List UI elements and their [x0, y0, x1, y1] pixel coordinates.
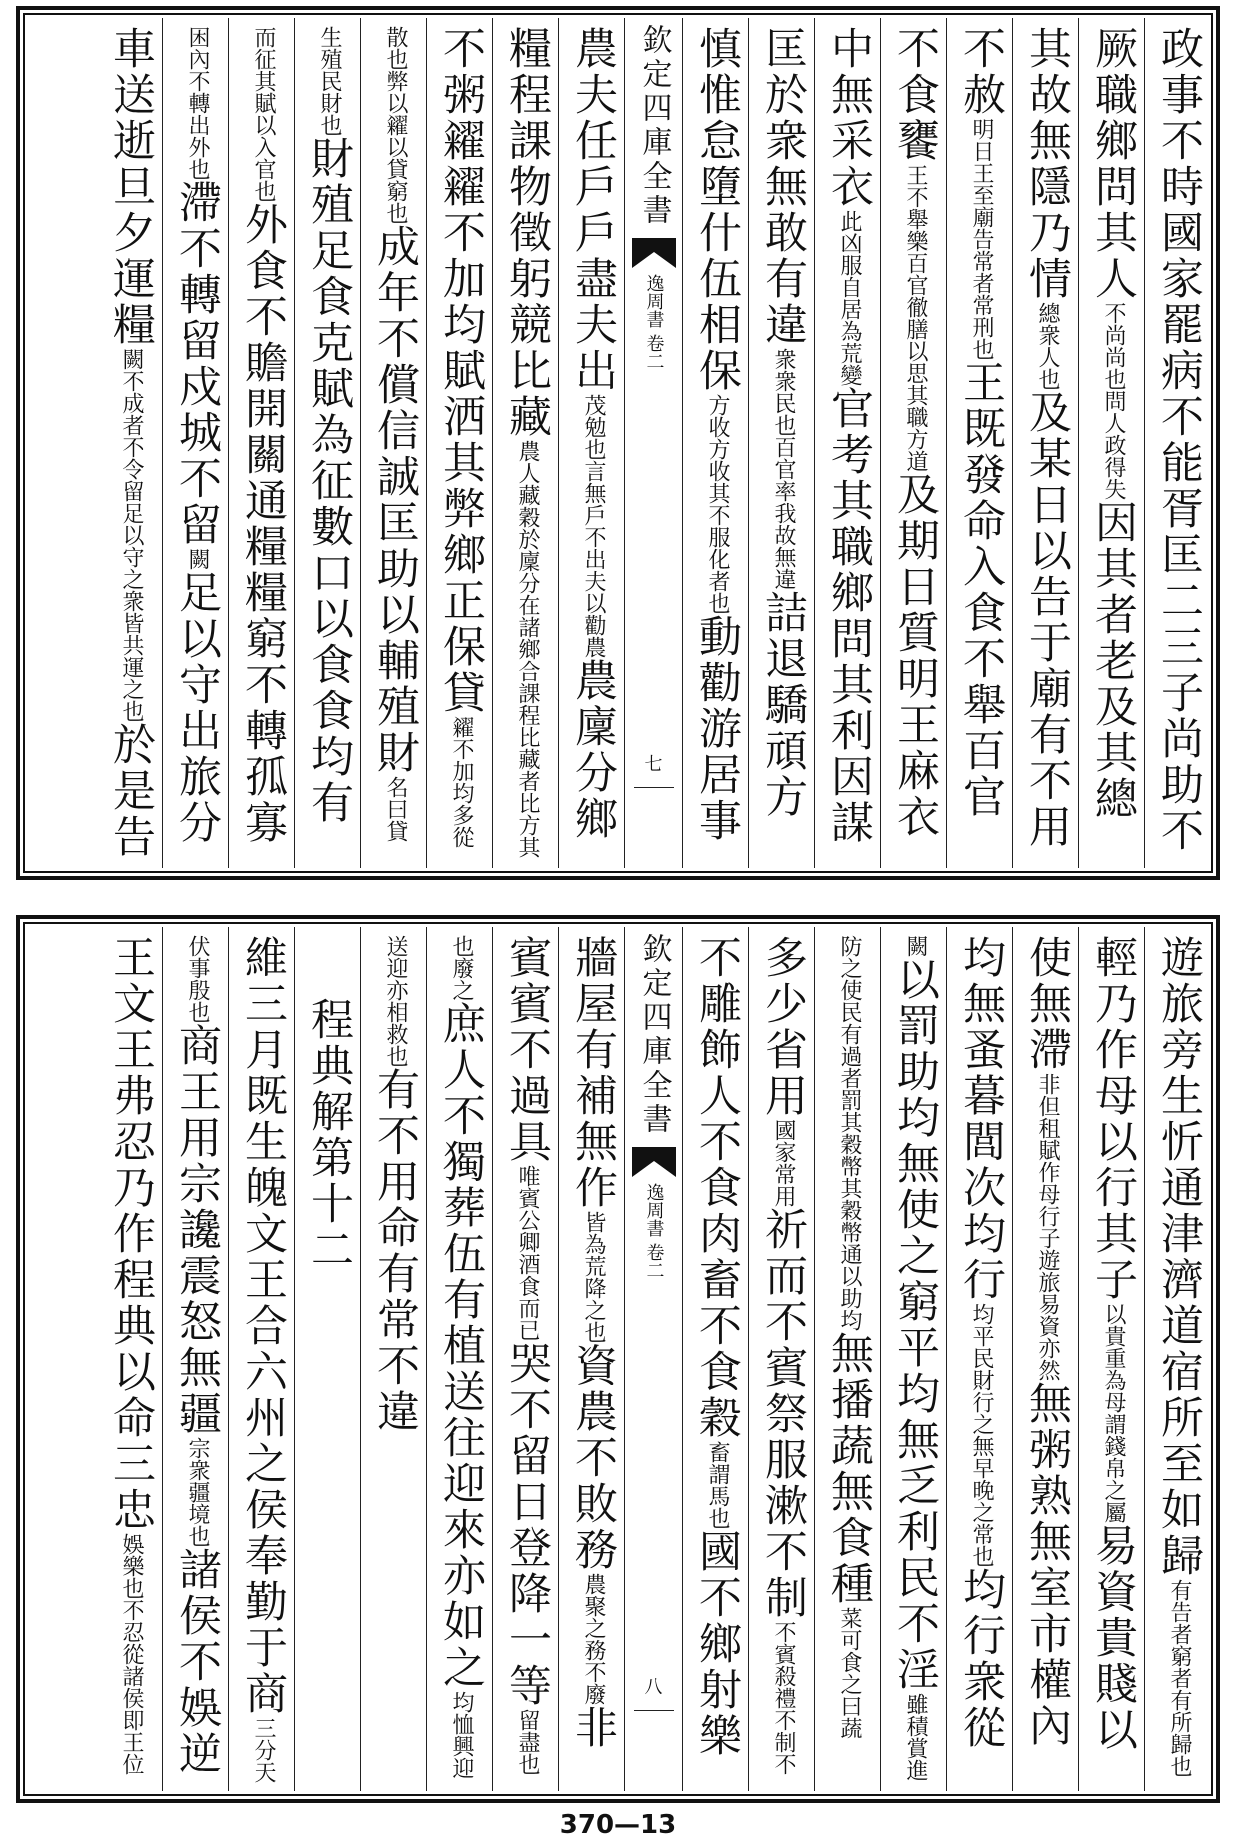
center-fold	[624, 927, 682, 1791]
text-column: 厥職鄉問其人不尚尚也問人政得失因其者老及其總	[1078, 18, 1144, 868]
commentary-note: 明日王至廟告常者常刑也	[969, 118, 994, 360]
text-column: 生殖民財也財殖足食克賦為征數口以食食均有	[294, 18, 360, 868]
commentary-note: 而征其賦以入官也	[251, 26, 276, 202]
commentary-note: 三分天	[251, 1717, 276, 1783]
fish-tail-mark-icon	[632, 238, 676, 268]
leaf-number: 八	[644, 1677, 663, 1698]
commentary-note: 留盡也	[515, 1709, 540, 1775]
commentary-note: 生殖民財也	[317, 26, 342, 136]
commentary-note: 衆衆民也百官率我故無違	[771, 348, 796, 590]
commentary-note: 方收方收其不服化者也	[705, 394, 730, 614]
commentary-note: 送迎亦相救也	[383, 935, 408, 1067]
text-column: 匡於衆無敢有違衆衆民也百官率我故無違詰退驕頑方	[748, 18, 814, 868]
commentary-note: 畜謂馬也	[705, 1441, 730, 1529]
commentary-note: 散也弊以糴以貸窮也	[383, 26, 408, 224]
lacuna-mark: 闕	[903, 935, 928, 957]
text-column: 中無采衣此凶服自居為荒變官考其職鄉問其利因謀	[814, 18, 880, 868]
text-column: 其故無隱乃情總衆人也及某日以告于廟有不用	[1012, 18, 1078, 868]
commentary-note: 伏事殷也	[185, 935, 210, 1023]
commentary-note: 不尚尚也問人政得失	[1101, 302, 1126, 500]
text-column: 賓賓不過具唯賓公卿酒食而已哭不留日登降一等留盡也	[492, 927, 558, 1791]
text-column: 維三月既生魄文王合六州之侯奉勤于商三分天	[228, 927, 294, 1791]
commentary-note: 皆為荒降之也	[581, 1211, 606, 1343]
book-title: 逸周書	[643, 274, 665, 328]
text-column: 也廢之庶人不獨葬伍有植送往迎來亦如之均恤興迎	[426, 927, 492, 1791]
text-column: 車送逝旦夕運糧闕不成者不令留足以守之衆皆共運之也於是告	[106, 26, 156, 860]
book-title: 逸周書	[643, 1183, 665, 1237]
leaf-number: 七	[644, 754, 663, 775]
page-number: 370—13	[559, 1810, 677, 1840]
divider	[634, 1710, 674, 1711]
commentary-note: 茂勉也言無戶不出夫以勸農	[581, 394, 606, 658]
text-column: 政事不時國家罷病不能胥匡二三子尚助不	[1144, 18, 1210, 868]
fish-tail-mark-icon	[632, 1147, 676, 1177]
commentary-note: 以貴重為母謂錢帛之屬	[1101, 1303, 1126, 1523]
commentary-note: 不賓殺禮不制不	[771, 1621, 796, 1775]
text-column: 困內不轉出外也滯不轉留戍城不留闕足以守出旅分	[162, 18, 228, 868]
text-column: 輕乃作母以行其子以貴重為母謂錢帛之屬易資貴賤以	[1078, 927, 1144, 1791]
divider	[634, 787, 674, 788]
commentary-note: 有告者窮者有所歸也	[1167, 1579, 1192, 1777]
text-column: 慎惟怠墮什伍相保方收方收其不服化者也動勸游居事	[682, 18, 748, 868]
commentary-note: 唯賓公卿酒食而已	[515, 1165, 540, 1341]
juan-number: 卷二	[643, 334, 665, 370]
commentary-note: 均恤興迎	[449, 1691, 474, 1779]
library-title: 欽定四庫全書	[636, 933, 672, 1137]
commentary-note: 非但租賦作母行子遊旅易資亦然	[1035, 1073, 1060, 1381]
commentary-note: 雖積賞進	[903, 1693, 928, 1781]
commentary-note: 廢之	[449, 957, 474, 1001]
text-column: 伏事殷也商王用宗讒震怒無疆宗衆疆境也諸侯不娛逆	[162, 927, 228, 1791]
text-column: 均無蚤暮閭次均行均平民財行之無早晚之常也均行衆從	[946, 927, 1012, 1791]
commentary-note: 名曰貸	[383, 776, 408, 842]
juan-number: 卷二	[643, 1243, 665, 1279]
text-column: 多少省用國家常用祈而不賓祭服漱不制不賓殺禮不制不	[748, 927, 814, 1791]
commentary-note: 國家常用	[771, 1119, 796, 1207]
commentary-note: 糴不加均多從	[449, 716, 474, 848]
text-column: 防之使民有過者罰其穀幣其穀幣通以助均無播蔬無食種菜可食之曰蔬	[814, 927, 880, 1791]
commentary-note: 防之使民有過者罰其穀幣其穀幣通以助均	[837, 935, 862, 1331]
text-column: 糧程課物徵躬競比藏農人藏穀於廩分在諸鄉合課程比藏者比方其	[492, 18, 558, 868]
library-title: 欽定四庫全書	[636, 24, 672, 228]
text-column: 牆屋有補無作皆為荒降之也資農不敗務農聚之務不廢非	[558, 927, 624, 1791]
text-column: 不粥糴糴不加均賦洒其弊鄉正保貸糴不加均多從	[426, 18, 492, 868]
commentary-note: 均平民財行之無早晚之常也	[969, 1303, 994, 1567]
commentary-note: 王不舉樂百官徹膳以思其職方道	[903, 164, 928, 472]
top-half-page	[16, 6, 1220, 880]
commentary-note: 農人藏穀於廩分在諸鄉合課程比藏者比方其	[515, 440, 540, 858]
chapter-title: 程典解第十二	[304, 997, 354, 1273]
text-column: 不雕飾人不食肉畜不食穀畜謂馬也國不鄉射樂	[682, 927, 748, 1791]
center-fold	[624, 18, 682, 868]
text-column: 不食饔王不舉樂百官徹膳以思其職方道及期日質明王麻衣	[880, 18, 946, 868]
commentary-note: 也	[449, 935, 474, 957]
commentary-note: 闕不成者不令留足以守之衆皆共運之也	[119, 348, 144, 722]
text-column: 而征其賦以入官也外食不贍開關通糧糧窮不轉孤寡	[228, 18, 294, 868]
text-column: 散也弊以糴以貸窮也成年不償信誠匡助以輔殖財名曰貸	[360, 18, 426, 868]
text-column: 闕以罰助均無使之窮平均無乏利民不淫雖積賞進	[880, 927, 946, 1791]
commentary-note: 此凶服自居為荒變	[837, 210, 862, 386]
lacuna-mark: 闕	[185, 548, 210, 570]
bottom-half-page	[16, 915, 1220, 1803]
commentary-note: 總衆人也	[1035, 302, 1060, 390]
commentary-note: 宗衆疆境也	[185, 1437, 210, 1547]
text-column: 使無滯非但租賦作母行子遊旅易資亦然無粥熟無室市權內	[1012, 927, 1078, 1791]
text-column: 不赦明日王至廟告常者常刑也王既發命入食不舉百官	[946, 18, 1012, 868]
commentary-note: 娛樂也不忍從諸侯即王位	[119, 1533, 144, 1775]
commentary-note: 農聚之務不廢	[581, 1573, 606, 1705]
chapter-title-column	[294, 927, 360, 1791]
commentary-note: 菜可食之曰蔬	[837, 1607, 862, 1739]
text-column: 送迎亦相救也有不用命有常不違	[360, 927, 426, 1791]
text-column: 遊旅旁生忻通津濟道宿所至如歸有告者窮者有所歸也	[1144, 927, 1210, 1791]
text-column: 農夫任戶戶盡夫出茂勉也言無戶不出夫以勸農農廩分鄉	[558, 18, 624, 868]
text-column: 王文王弗忍乃作程典以命三忠娛樂也不忍從諸侯即王位	[96, 927, 162, 1791]
commentary-note: 困內不轉出外也	[185, 26, 210, 180]
